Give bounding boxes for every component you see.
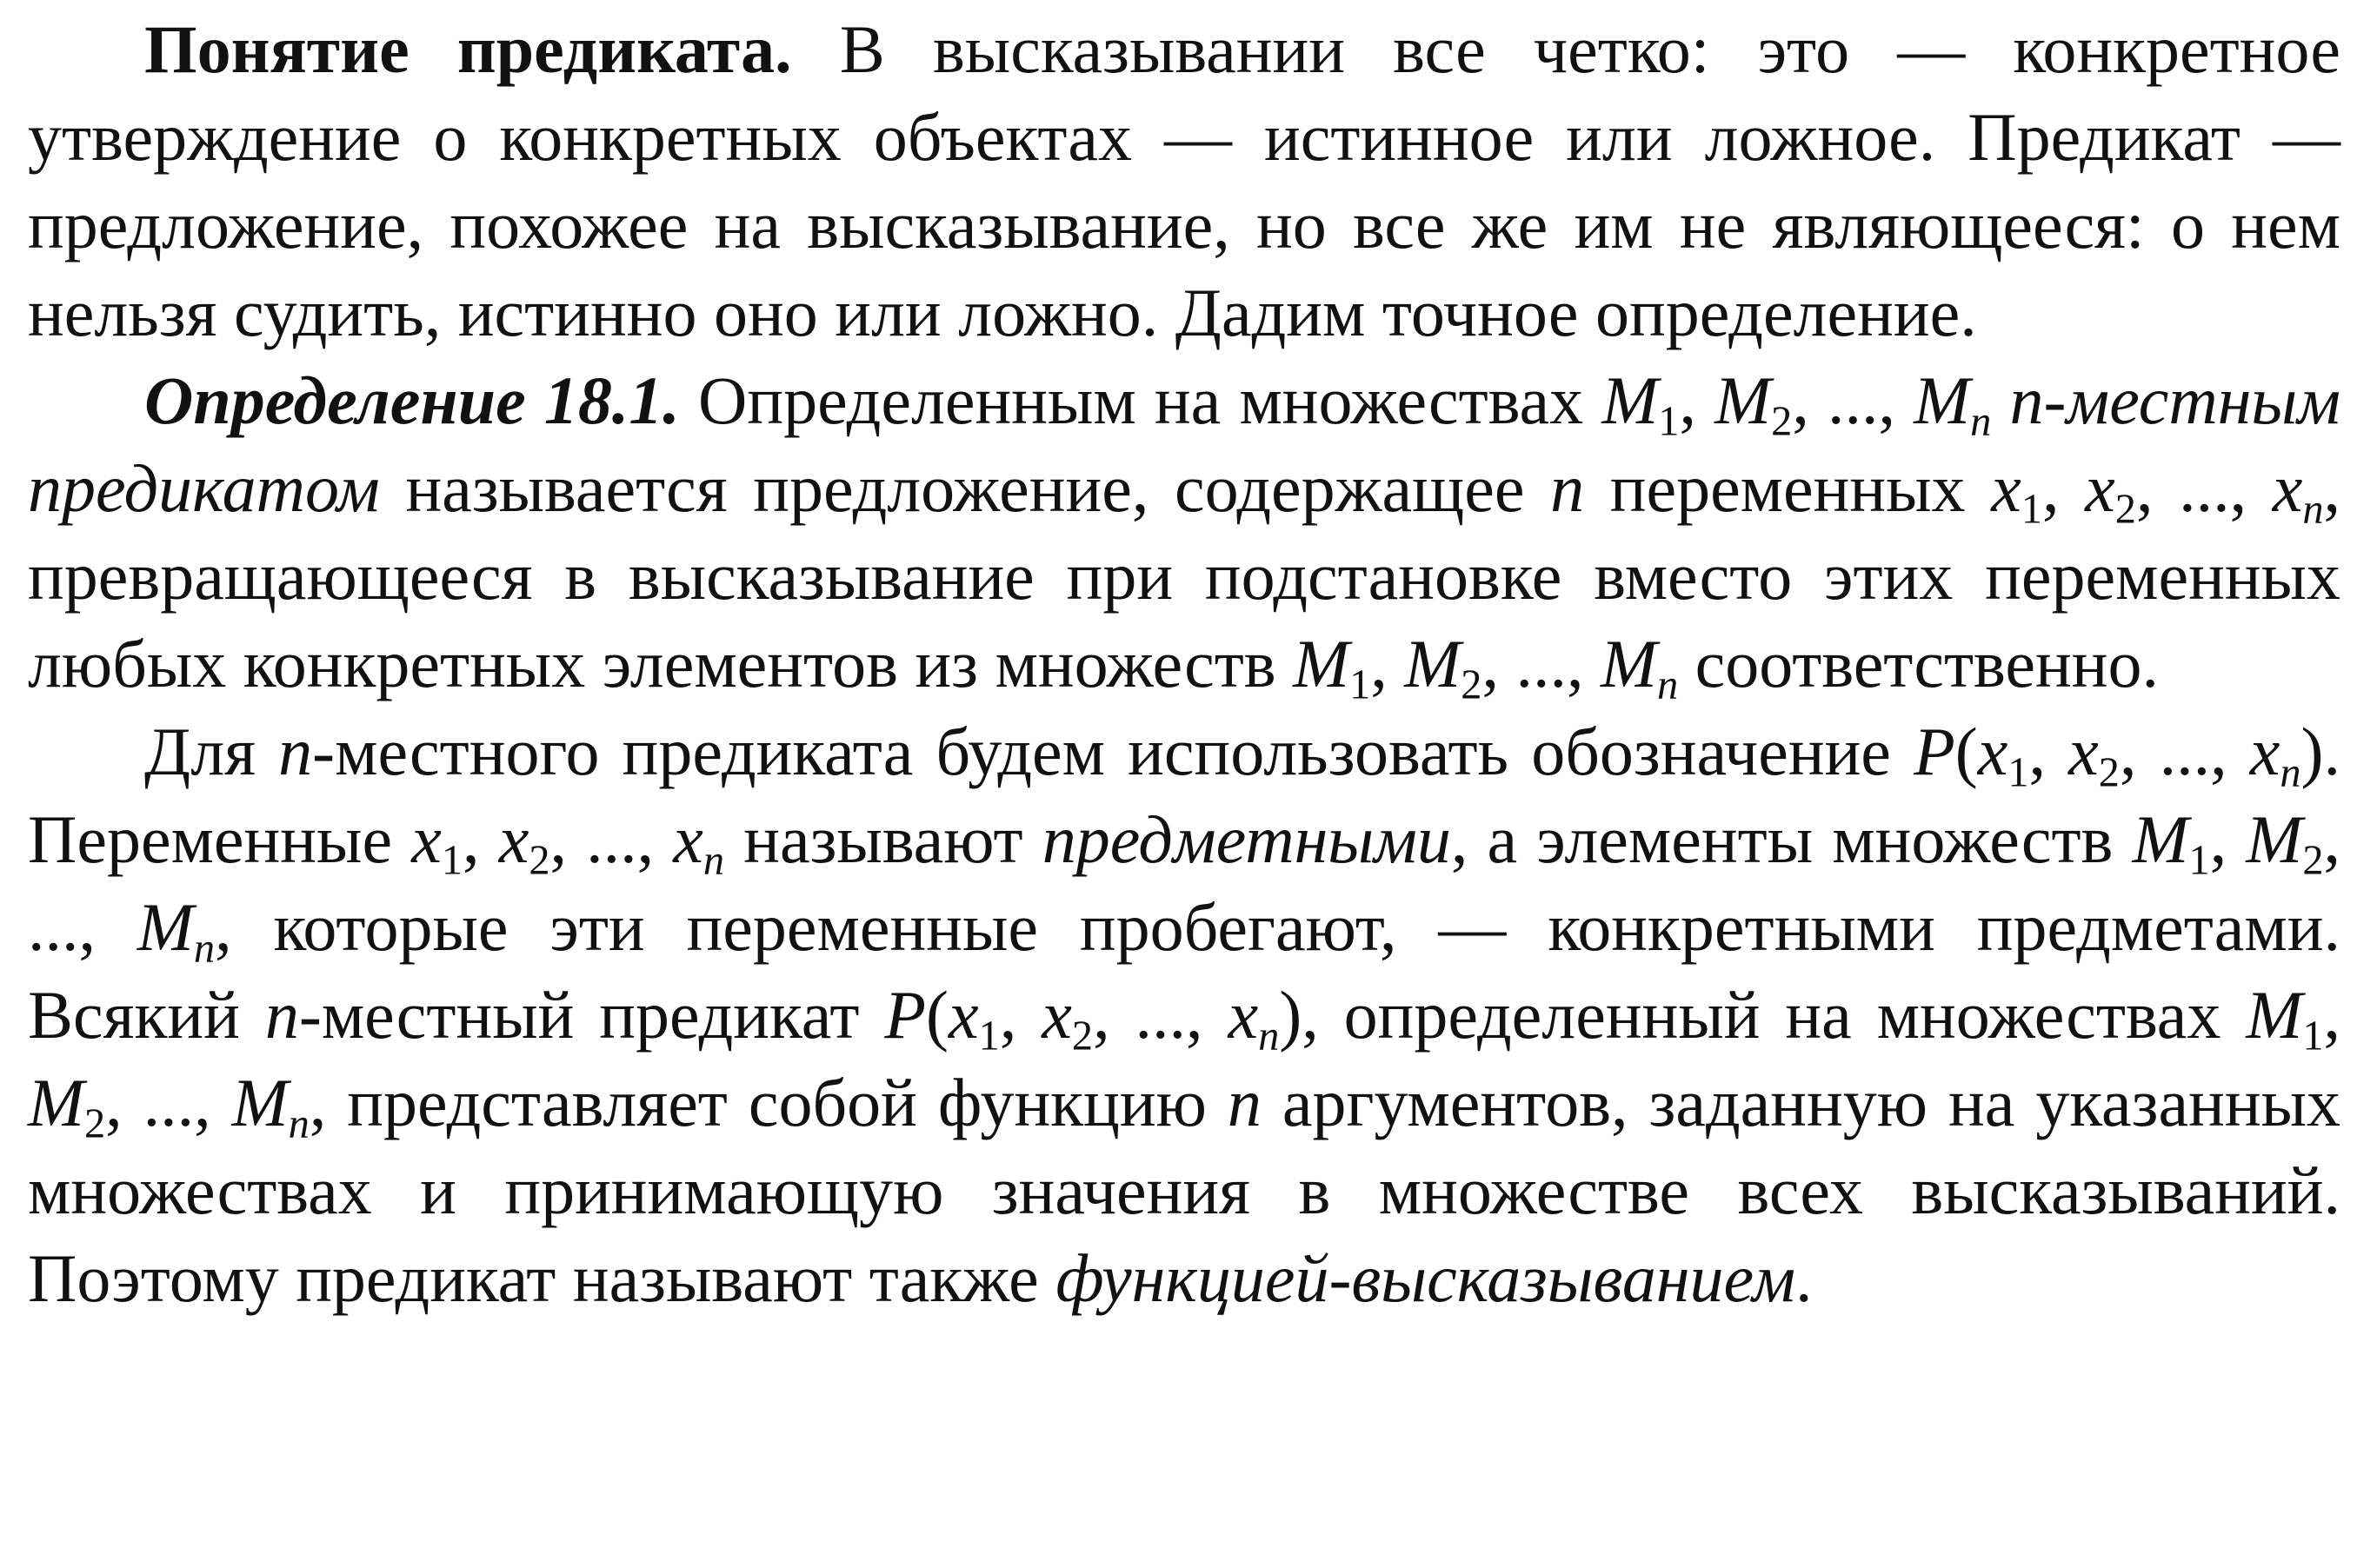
text-run (1795, 1240, 1813, 1316)
math-symbol (278, 714, 312, 789)
math-symbol (1977, 714, 2029, 796)
text-run (1991, 362, 2009, 438)
math-symbol (1228, 977, 1280, 1060)
italic-term (1055, 1240, 1795, 1316)
run-text: , ..., (2135, 450, 2273, 526)
run-text: аргументов, заданную на указанных множествах и принимающую значения в множестве всех высказываний. Поэтому предикат называют также (28, 1065, 2340, 1316)
run-text: M (2132, 801, 2189, 877)
paragraph-notation (28, 708, 2340, 1322)
math-symbol (231, 1065, 310, 1147)
math-symbol (2246, 977, 2324, 1060)
run-text: называется предложение, содержащее (379, 450, 1551, 526)
math-symbol (1601, 362, 1680, 445)
text-run (1279, 977, 2246, 1053)
text-run (463, 801, 499, 877)
run-text: M (2246, 977, 2303, 1053)
run-text: M (1714, 362, 1772, 438)
text-run (1370, 626, 1404, 701)
run-text: x (2249, 714, 2280, 789)
run-text: функцией-высказыванием (1055, 1240, 1795, 1316)
run-text: n (264, 977, 299, 1053)
text-run (1451, 801, 2133, 877)
run-text: x (2068, 714, 2099, 789)
text-run (1792, 362, 1914, 438)
text-run (312, 714, 1914, 789)
math-symbol (1550, 450, 1584, 526)
run-text: -местный предикат (298, 977, 885, 1053)
run-text: x (1977, 714, 2008, 789)
run-text: . (1795, 1240, 1813, 1316)
subscript: n (2280, 749, 2301, 796)
subscript: n (1656, 661, 1679, 708)
text-run (680, 362, 1601, 438)
text-run (1679, 362, 1714, 438)
math-symbol (2249, 714, 2301, 796)
subscript: 1 (2302, 1013, 2324, 1060)
subscript: 1 (1658, 398, 1680, 445)
math-symbol (1228, 1065, 1262, 1140)
subscript: 2 (2114, 486, 2136, 533)
run-text: P (1914, 714, 1955, 789)
run-text: , ..., (1792, 362, 1914, 438)
subscript: 2 (2098, 749, 2120, 796)
run-text: , ..., (1481, 626, 1601, 701)
run-text: n (278, 714, 313, 789)
subscript: 1 (2007, 749, 2029, 796)
run-text: , (463, 801, 499, 877)
text-run (105, 1065, 231, 1140)
run-text: x (1228, 977, 1259, 1053)
run-text: x (1991, 450, 2021, 526)
run-text: x (2085, 450, 2115, 526)
subscript: 2 (2302, 837, 2324, 884)
paragraph-predicate-concept (28, 5, 2340, 356)
text-run (1000, 977, 1042, 1053)
run-text: M (1600, 626, 1657, 701)
run-text: переменных (1584, 450, 1992, 526)
run-text: , а элементы множеств (1450, 801, 2133, 877)
math-symbol (2246, 801, 2324, 884)
text-run (724, 801, 1042, 877)
run-text: , ..., (28, 801, 2341, 965)
run-text: В высказывании все четко: это — конкретное утверждение о конкретных объектах — истинное или ложное. Предикат — предложение, похожее на высказывание, но все же им не являющееся: о нем нельзя судить, истинно оно или ложно. Дадим точное определение. (28, 11, 2340, 350)
run-text: , ..., (1093, 977, 1228, 1053)
run-text: Для (144, 714, 279, 789)
run-text: M (1404, 626, 1461, 701)
run-text: , (1679, 362, 1715, 438)
math-symbol (2132, 801, 2210, 884)
subscript: 2 (83, 1100, 106, 1147)
run-text: x (411, 801, 442, 877)
text-run (1584, 450, 1991, 526)
math-symbol (1600, 626, 1679, 708)
italic-term (1042, 801, 1451, 877)
math-symbol (498, 801, 550, 884)
run-text: , (2042, 450, 2086, 526)
text-run (144, 714, 278, 789)
text-run (299, 977, 885, 1053)
text-run (926, 977, 949, 1053)
run-text: предметными (1042, 801, 1451, 877)
bold-heading (144, 11, 792, 87)
run-text: Определенным на множествах (679, 362, 1602, 438)
run-text: P (884, 977, 927, 1053)
run-text: , превращающееся в высказывание при подстановке вместо этих переменных любых конкретных элементов из множеств (28, 450, 2340, 701)
run-text: M (2246, 801, 2303, 877)
text-run (2210, 801, 2247, 877)
run-text: -местного предиката будем использовать обозначение (312, 714, 1914, 789)
math-symbol (673, 801, 725, 884)
subscript: n (193, 925, 216, 972)
run-text: x (2272, 450, 2303, 526)
text-run (380, 450, 1550, 526)
math-symbol (1714, 362, 1793, 445)
run-text: n (1227, 1065, 1262, 1140)
subscript: 2 (529, 837, 550, 884)
text-run (2029, 714, 2069, 789)
math-symbol (411, 801, 463, 884)
subscript: n (2302, 486, 2324, 533)
subscript: 1 (2188, 837, 2210, 884)
run-text: x (949, 977, 979, 1053)
subscript: n (288, 1100, 310, 1147)
run-text (1991, 362, 2009, 438)
math-symbol (949, 977, 1000, 1060)
math-symbol (1991, 450, 2042, 533)
run-text: M (1914, 362, 1971, 438)
subscript: 1 (1349, 661, 1371, 708)
definition-label (144, 362, 680, 438)
subscript: n (1258, 1013, 1280, 1060)
run-text: ( (1954, 714, 1978, 789)
run-text: x (1042, 977, 1072, 1053)
run-text: , (999, 977, 1042, 1053)
math-symbol (1914, 362, 1992, 445)
paragraph-definition-18-1 (28, 356, 2340, 708)
text-run (1678, 626, 2159, 701)
run-text: M (28, 1065, 84, 1140)
run-text: , (2209, 801, 2247, 877)
run-text: соответственно. (1678, 626, 2160, 701)
run-text: , ..., (105, 1065, 232, 1140)
subscript: 2 (1071, 1013, 1094, 1060)
text-run (310, 1065, 1228, 1140)
math-symbol (2272, 450, 2324, 533)
run-text: M (231, 1065, 289, 1140)
math-symbol (1293, 626, 1371, 708)
math-symbol (2085, 450, 2136, 533)
math-symbol (28, 1065, 106, 1147)
math-symbol (265, 977, 299, 1053)
text-run (1481, 626, 1601, 701)
subscript: n (702, 837, 725, 884)
math-symbol (1042, 977, 1094, 1060)
text-run (2042, 450, 2085, 526)
run-text: ( (926, 977, 949, 1053)
text-run (1955, 714, 1978, 789)
text-run (2136, 450, 2273, 526)
run-text: M (136, 889, 194, 965)
math-symbol (1914, 714, 1955, 789)
run-text: , (1370, 626, 1405, 701)
run-text: , представляет собой функцию (309, 1065, 1228, 1140)
text-page (28, 5, 2340, 1322)
math-symbol (2068, 714, 2120, 796)
run-text: Определение 18.1. (144, 362, 680, 438)
run-text: ). Переменные (28, 714, 2341, 877)
math-symbol (1404, 626, 1482, 708)
run-text: , которые эти переменные пробегают, — конкретными предметами. Всякий (28, 889, 2341, 1053)
text-run (1093, 977, 1228, 1053)
subscript: n (1970, 398, 1992, 445)
run-text: , ..., (549, 801, 674, 877)
run-text: M (1601, 362, 1659, 438)
subscript: 1 (978, 1013, 1000, 1060)
text-run (2120, 714, 2250, 789)
run-text: M (1293, 626, 1350, 701)
subscript: 1 (2021, 486, 2042, 533)
run-text: ), определенный на множествах (1279, 977, 2247, 1053)
subscript: 1 (441, 837, 463, 884)
run-text: Понятие предиката. (144, 11, 792, 87)
subscript: 2 (1771, 398, 1793, 445)
run-text: n-местным предикатом (28, 362, 2341, 526)
run-text: n (1550, 450, 1585, 526)
math-symbol (136, 889, 216, 972)
run-text: , ..., (2119, 714, 2250, 789)
subscript: 2 (1461, 661, 1482, 708)
run-text: называют (724, 801, 1042, 877)
run-text: x (673, 801, 703, 877)
math-symbol (884, 977, 926, 1053)
run-text: x (498, 801, 529, 877)
text-run (550, 801, 674, 877)
run-text: , (2028, 714, 2069, 789)
run-text: , (2323, 977, 2341, 1053)
text-run (2324, 977, 2341, 1053)
